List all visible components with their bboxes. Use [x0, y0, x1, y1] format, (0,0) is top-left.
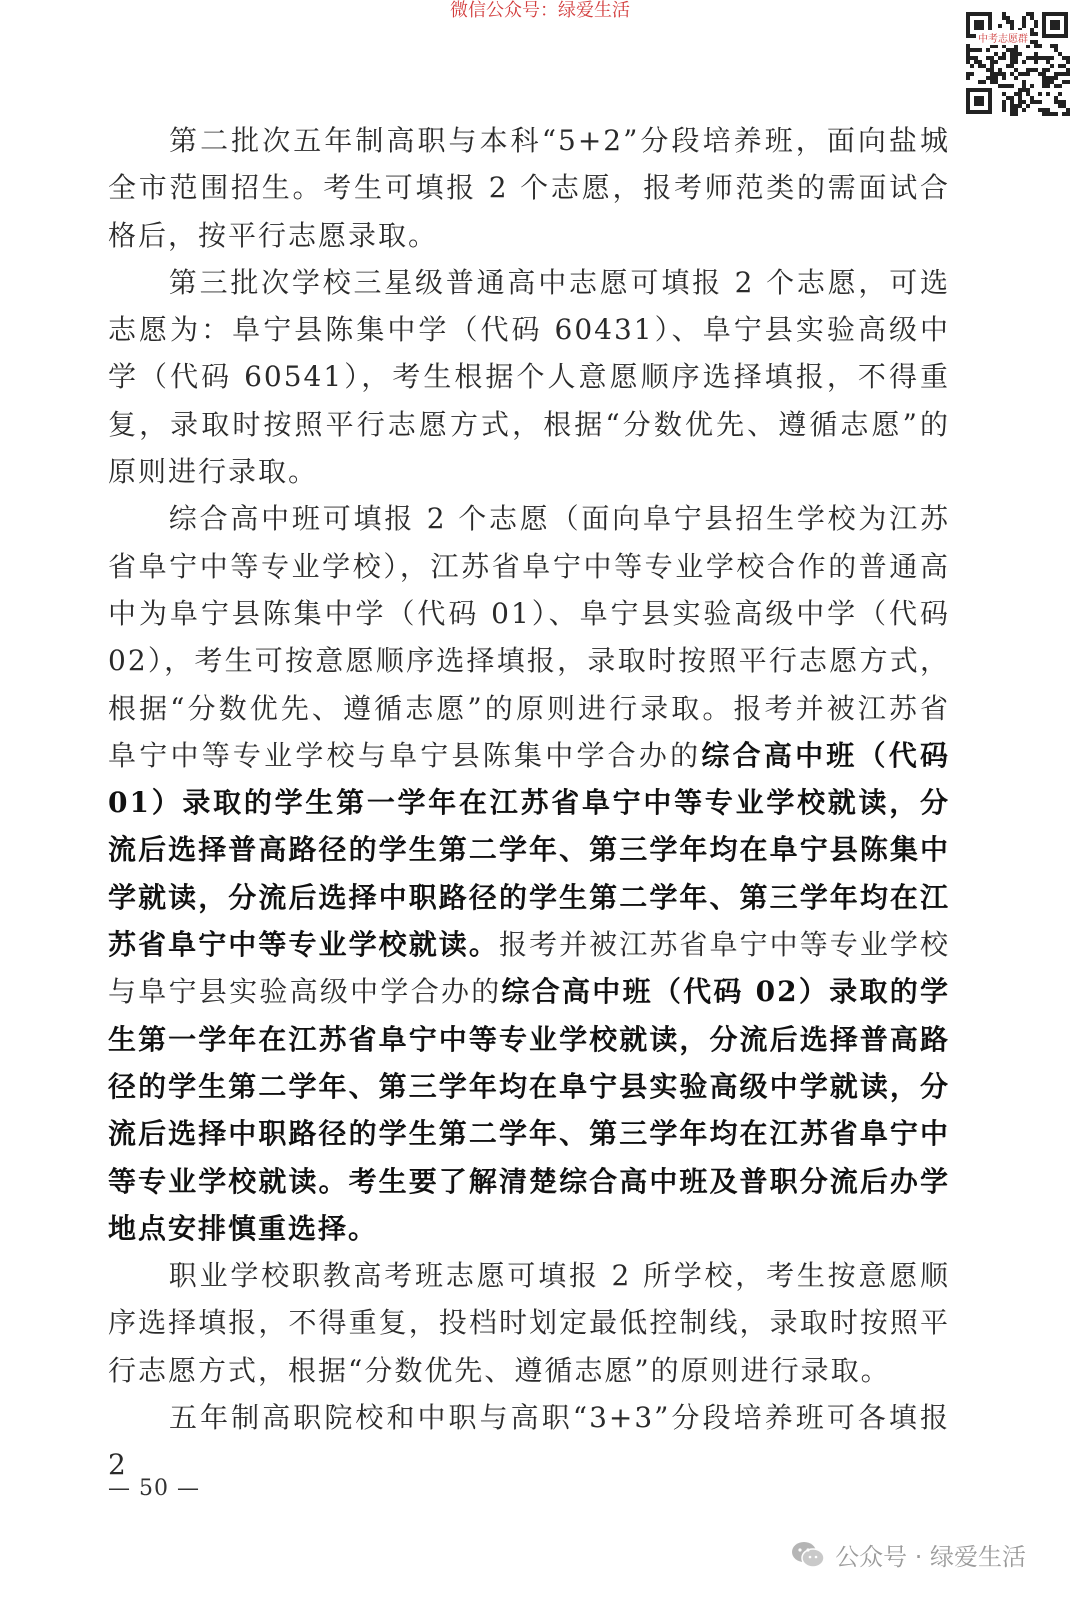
body-text: 报考并被江苏省阜宁中等专业学校与阜宁县实验高级中学合办的 [108, 928, 950, 1009]
body-text: 综合高中班可填报 2 个志愿（面向阜宁县招生学校为江苏省阜宁中等专业学校），江苏省阜宁中等专业学校合作的普通高中为阜宁县陈集中学（代码 01）、阜宁县实验高级中学（代码 02），考生可按意愿顺序选择填报，录取时按照平行志愿方式，根据“分数优先、遵循志愿”的原则进行录取。报考并被江苏省阜宁中等专业学校与阜宁县陈集中学合办的 [108, 502, 950, 772]
qr-code-image [962, 8, 1072, 118]
page-number: — 50 — [108, 1476, 200, 1501]
body-text: 第三批次学校三星级普通高中志愿可填报 2 个志愿，可选志愿为：阜宁县陈集中学（代码 60431）、阜宁县实验高级中学（代码 60541），考生根据个人意愿顺序选择填报，不得重复，录取时按照平行志愿方式，根据“分数优先、遵循志愿”的原则进行录取。 [108, 265, 950, 489]
body-text: 职业学校职教高考班志愿可填报 2 所学校，考生按意愿顺序选择填报，不得重复，投档时划定最低控制线，录取时按照平行志愿方式，根据“分数优先、遵循志愿”的原则进行录取。 [108, 1259, 950, 1387]
qr-code [962, 8, 1072, 118]
watermark-text: 公众号 · 绿爱生活 [835, 1543, 1026, 1571]
paragraph [108, 1252, 950, 1394]
wechat-icon [791, 1541, 825, 1569]
top-banner: 微信公众号：绿爱生活 [450, 0, 630, 21]
body-text: 第二批次五年制高职与本科“5+2”分段培养班，面向盐城全市范围招生。考生可填报 2 个志愿，报考师范类的需面试合格后，按平行志愿录取。 [108, 124, 950, 252]
watermark [791, 1537, 1026, 1572]
bold-text: 综合高中班（代码 02）录取的学生第一学年在江苏省阜宁中等专业学校就读，分流后选择普高路径的学生第二学年、第三学年均在阜宁县实验高级中学就读，分流后选择中职路径的学生第二学年、第三学年均在江苏省阜宁中等专业学校就读。考生要了解清楚综合高中班及普职分流后办学地点安排慎重选择。 [108, 975, 950, 1245]
bold-text: 综合高中班（代码 01）录取的学生第一学年在江苏省阜宁中等专业学校就读，分流后选择普高路径的学生第二学年、第三学年均在阜宁县陈集中学就读，分流后选择中职路径的学生第二学年、第三学年均在江苏省阜宁中等专业学校就读。 [108, 738, 950, 962]
body-text: 五年制高职院校和中职与高职“3+3”分段培养班可各填报 2 [108, 1401, 950, 1482]
qr-caption: 中考志愿群 [976, 30, 1030, 45]
paragraph [108, 117, 950, 259]
paragraph [108, 495, 950, 1252]
paragraph [108, 1394, 950, 1489]
paragraph [108, 259, 950, 495]
document-body [108, 117, 950, 1489]
